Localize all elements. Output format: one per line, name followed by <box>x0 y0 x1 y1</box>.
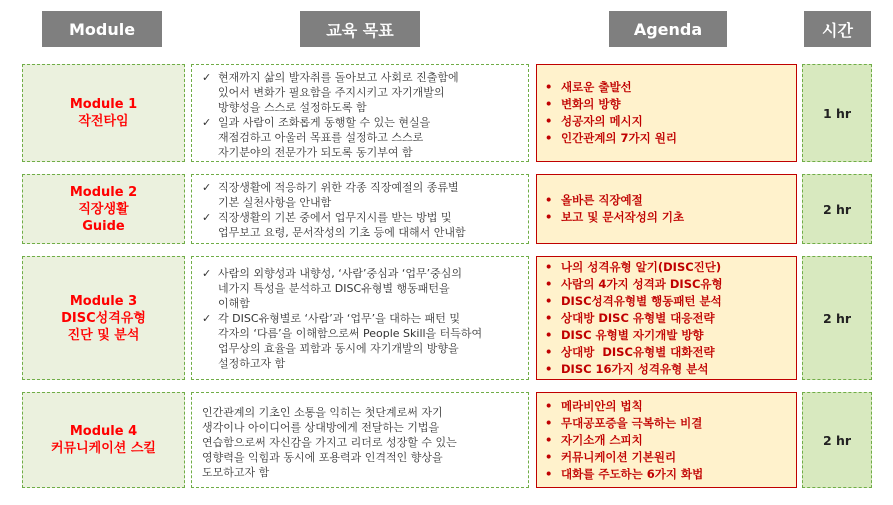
module-1-goals <box>191 64 529 162</box>
bullet-icon: • <box>545 466 553 481</box>
bullet-icon: • <box>545 415 553 430</box>
goal-line: 인간관계의 기초인 소통을 익히는 첫단계로써 자기 <box>202 406 443 419</box>
goal-line: 이해함 <box>218 297 250 310</box>
goal-line: 네가지 특성을 분석하고 DISC유형별 행동패턴을 <box>218 282 450 295</box>
module-1-time: 1 hr <box>802 64 872 162</box>
goal-line: 영향력을 익힘과 동시에 포용력과 인격적인 향상을 <box>202 451 443 464</box>
module-2-subtitle-2: Guide <box>82 218 125 234</box>
agenda-text: 보고 및 문서작성의 기초 <box>561 210 685 224</box>
goal-line: 업무보고 요령, 문서작성의 기초 등에 대해서 안내함 <box>218 226 466 239</box>
module-1-subtitle: 작전타임 <box>78 114 129 129</box>
bullet-icon: • <box>545 293 553 308</box>
module-3-title: Module 3 <box>69 293 138 309</box>
agenda-text: 나의 성격유형 알기(DISC진단) <box>561 259 722 274</box>
agenda-text: 상대방 DISC 유형별 대응전략 <box>561 310 715 325</box>
goal-line: 생각이나 아이디어를 상대방에게 전달하는 기법을 <box>202 421 440 434</box>
goal-item <box>202 210 522 240</box>
agenda-text: 메라비안의 법칙 <box>561 398 643 413</box>
bullet-icon: • <box>545 131 553 145</box>
bullet-icon: • <box>545 327 553 342</box>
agenda-item <box>545 310 796 327</box>
module-4-subtitle: 커뮤니케이션 스킬 <box>51 441 156 456</box>
header-goal: 교육 목표 <box>300 11 420 47</box>
goal-line: 직장생활에 적응하기 위한 각종 직장예절의 종류별 <box>218 181 459 194</box>
agenda-item <box>545 130 796 147</box>
check-icon: ✓ <box>202 211 212 224</box>
module-2-goals <box>191 174 529 244</box>
agenda-text: 커뮤니케이션 기본원리 <box>561 449 677 464</box>
goal-line: 업무상의 효율을 꾀함과 동시에 자기개발의 방향을 <box>218 342 459 355</box>
agenda-text: DISC 유형별 자기개발 방향 <box>561 327 704 342</box>
goal-line: 설정하고자 함 <box>218 357 286 370</box>
goal-line: 일과 사람이 조화롭게 동행할 수 있는 현실을 <box>218 116 431 129</box>
bullet-icon: • <box>545 344 553 359</box>
check-icon: ✓ <box>202 267 212 280</box>
module-2-cell <box>22 174 185 244</box>
agenda-text: 변화의 방향 <box>561 97 621 111</box>
module-4-time: 2 hr <box>802 392 872 488</box>
agenda-text: 사람의 4가지 성격과 DISC유형 <box>561 276 723 291</box>
bullet-icon: • <box>545 259 553 274</box>
goal-line: 각 DISC유형별로 ‘사람’과 ‘업무’을 대하는 패턴 및 <box>218 312 460 325</box>
header-module: Module <box>42 11 162 47</box>
module-4-title: Module 4 <box>69 424 138 439</box>
goal-line: 각자의 ‘다름’을 이해함으로써 People Skill을 터득하여 <box>218 327 483 340</box>
goal-item <box>202 180 522 210</box>
module-1-title: Module 1 <box>69 97 138 112</box>
goal-line: 방향성을 스스로 설정하도록 함 <box>218 101 367 114</box>
goal-line: 재점검하고 아울러 목표를 설정하고 스스로 <box>218 131 424 144</box>
goal-line: 도모하고자 함 <box>202 466 270 479</box>
agenda-item <box>545 113 796 130</box>
agenda-item <box>545 276 796 293</box>
bullet-icon: • <box>545 210 553 224</box>
bullet-icon: • <box>545 398 553 413</box>
module-1-cell <box>22 64 185 162</box>
goal-line: 현재까지 삶의 발자취를 돌아보고 사회로 진출함에 <box>218 71 459 84</box>
bullet-icon: • <box>545 276 553 291</box>
header-time: 시간 <box>804 11 871 47</box>
check-icon: ✓ <box>202 116 212 129</box>
module-3-time: 2 hr <box>802 256 872 380</box>
module-3-goals <box>191 256 529 380</box>
module-4-agenda <box>536 392 797 488</box>
agenda-text: 자기소개 스피치 <box>561 432 643 447</box>
goal-item <box>202 311 522 371</box>
agenda-item <box>545 293 796 310</box>
bullet-icon: • <box>545 432 553 447</box>
bullet-icon: • <box>545 361 553 376</box>
agenda-text: 성공자의 메시지 <box>561 114 643 128</box>
agenda-text: 올바른 직장예절 <box>561 193 643 207</box>
bullet-icon: • <box>545 449 553 464</box>
bullet-icon: • <box>545 193 553 207</box>
agenda-item <box>545 432 796 449</box>
module-4-cell <box>22 392 185 488</box>
agenda-item <box>545 209 796 226</box>
goal-line: 자기분야의 전문가가 되도록 동기부여 함 <box>218 146 413 159</box>
goal-line: 있어서 변화가 필요함을 주지시키고 자기개발의 <box>218 86 445 99</box>
agenda-text: 새로운 출발선 <box>561 80 632 94</box>
module-2-agenda <box>536 174 797 244</box>
agenda-text: 대화를 주도하는 6가지 화법 <box>561 466 704 481</box>
agenda-text: DISC 16가지 성격유형 분석 <box>561 361 709 376</box>
bullet-icon: • <box>545 114 553 128</box>
agenda-item <box>545 259 796 276</box>
agenda-item <box>545 466 796 483</box>
check-icon: ✓ <box>202 312 212 325</box>
bullet-icon: • <box>545 80 553 94</box>
agenda-item <box>545 96 796 113</box>
goal-line: 연습함으로써 자신감을 가지고 리더로 성장할 수 있는 <box>202 436 457 449</box>
agenda-item <box>545 327 796 344</box>
agenda-text: 인간관계의 7가지 원리 <box>561 131 677 145</box>
module-3-agenda <box>536 256 797 380</box>
goal-line: 사람의 외향성과 내향성, ‘사람’중심과 ‘업무’중심의 <box>218 267 462 280</box>
module-2-subtitle: 직장생활 <box>78 201 129 217</box>
module-3-cell <box>22 256 185 380</box>
bullet-icon: • <box>545 97 553 111</box>
module-2-time: 2 hr <box>802 174 872 244</box>
agenda-text: 무대공포증을 극복하는 비결 <box>561 415 703 430</box>
goal-item <box>202 70 522 115</box>
module-3-subtitle-2: 진단 및 분석 <box>67 327 140 343</box>
agenda-item <box>545 79 796 96</box>
module-1-agenda <box>536 64 797 162</box>
check-icon: ✓ <box>202 71 212 84</box>
goal-item <box>202 266 522 311</box>
goal-line: 직장생활의 기본 중에서 업무지시를 받는 방법 및 <box>218 211 452 224</box>
agenda-item <box>545 361 796 378</box>
agenda-item <box>545 192 796 209</box>
module-2-title: Module 2 <box>69 184 138 200</box>
agenda-item <box>545 344 796 361</box>
agenda-item <box>545 415 796 432</box>
module-3-subtitle: DISC성격유형 <box>61 310 146 326</box>
goal-item <box>202 115 522 160</box>
bullet-icon: • <box>545 310 553 325</box>
agenda-item <box>545 449 796 466</box>
module-4-goals <box>191 392 529 488</box>
check-icon: ✓ <box>202 181 212 194</box>
agenda-item <box>545 398 796 415</box>
agenda-text: 상대방 DISC유형별 대화전략 <box>561 344 715 359</box>
goal-line: 기본 실천사항을 안내함 <box>218 196 332 209</box>
agenda-text: DISC성격유형별 행동패턴 분석 <box>561 293 722 308</box>
header-agenda: Agenda <box>609 11 727 47</box>
